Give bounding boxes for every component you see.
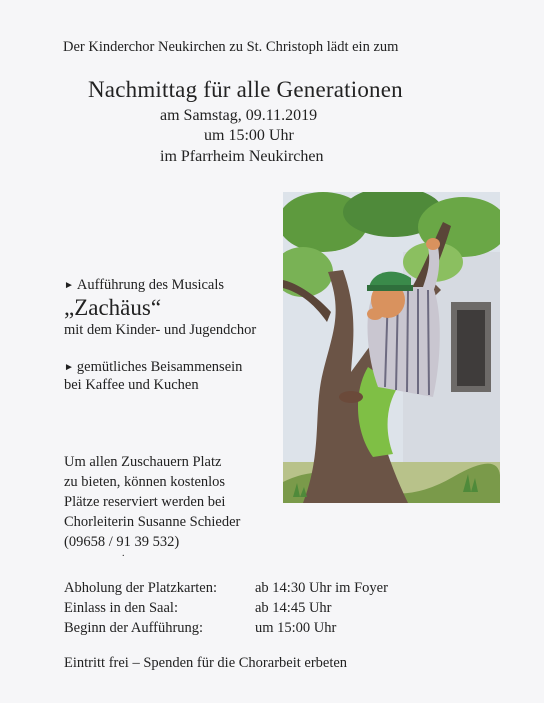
program-item-social	[64, 359, 242, 376]
program-item-social-sub: bei Kaffee und Kuchen	[64, 377, 199, 393]
bullet-arrow-icon: ►	[64, 280, 74, 291]
schedule-row	[64, 578, 388, 598]
program-item-label: gemütliches Beisammensein	[76, 359, 243, 375]
zacchaeus-in-tree-illustration	[283, 192, 500, 503]
event-place: im Pfarrheim Neukirchen	[160, 148, 324, 165]
schedule-row	[64, 598, 388, 618]
program-item-label: Aufführung des Musicals	[76, 277, 225, 293]
schedule-label: Beginn der Aufführung:	[64, 620, 204, 636]
event-date: am Samstag, 09.11.2019	[160, 107, 318, 124]
footer-note: Eintritt frei – Spenden für die Chorarbeit erbeten	[64, 655, 348, 671]
bullet-arrow-icon: ►	[64, 362, 74, 373]
schedule-value: ab 14:45 Uhr	[255, 600, 332, 616]
reservation-line: Um allen Zuschauern Platz	[64, 454, 222, 470]
schedule-row	[64, 618, 388, 638]
program-item-musical	[64, 277, 224, 294]
reservation-phone: (09658 / 91 39 532)	[64, 534, 180, 550]
musical-subtitle: mit dem Kinder- und Jugendchor	[64, 322, 257, 338]
page-title: Nachmittag für alle Generationen	[88, 77, 403, 102]
schedule-value: ab 14:30 Uhr im Foyer	[255, 580, 388, 596]
musical-title: „Zachäus“	[64, 295, 162, 320]
stray-dot: .	[122, 548, 125, 559]
reservation-block	[64, 452, 240, 552]
intro-line: Der Kinderchor Neukirchen zu St. Christoph lädt ein zum	[63, 39, 399, 55]
event-time: um 15:00 Uhr	[204, 127, 294, 144]
schedule-table	[64, 578, 388, 638]
schedule-label: Einlass in den Saal:	[64, 600, 178, 616]
reservation-line: zu bieten, können kostenlos	[64, 474, 226, 490]
schedule-label: Abholung der Platzkarten:	[64, 580, 218, 596]
reservation-line: Chorleiterin Susanne Schieder	[64, 514, 241, 530]
reservation-line: Plätze reserviert werden bei	[64, 494, 226, 510]
schedule-value: um 15:00 Uhr	[255, 620, 337, 636]
